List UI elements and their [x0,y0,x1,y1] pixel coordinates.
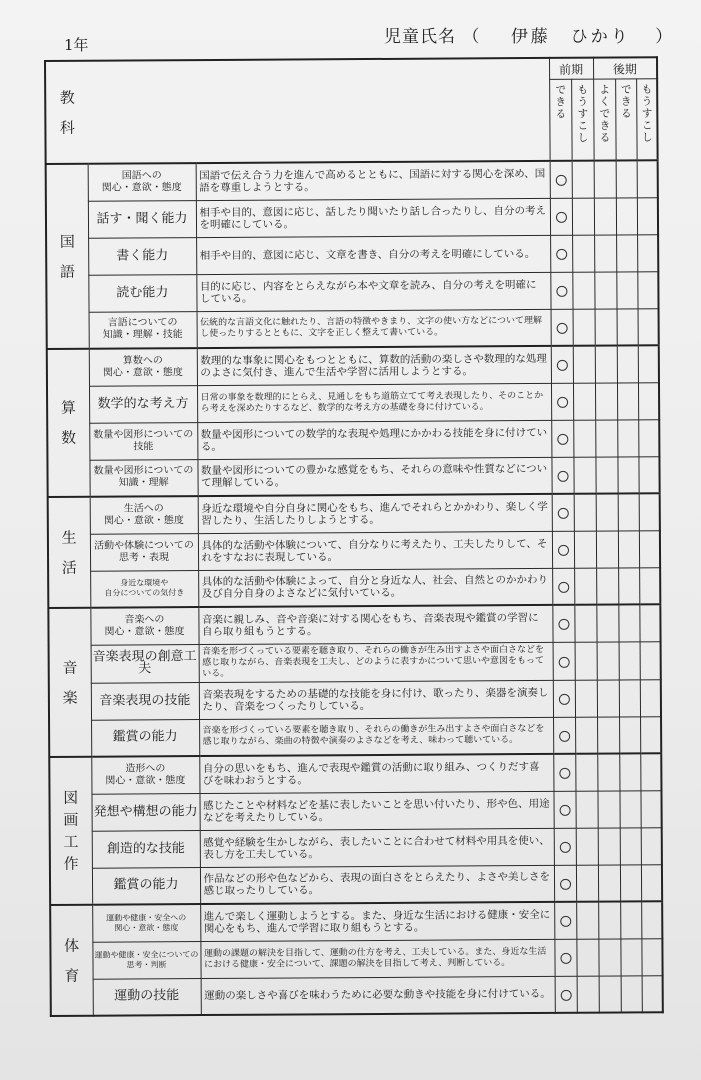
rating-cell-5 [637,234,658,271]
rating-cell-1 [552,494,574,531]
rating-cell-5 [638,456,659,493]
rating-cell-1 [552,531,574,568]
rating-cell-3 [595,457,617,494]
table-row [50,864,662,905]
rating-cell-3 [595,346,617,383]
circle-mark-icon [560,879,571,890]
circle-mark-icon [557,397,568,408]
rating-cell-4 [618,567,639,604]
evaluation-area: 活動や体験についての 思考・表現 [90,533,198,571]
table-row [46,197,658,238]
rating-cell-3 [599,975,621,1012]
rating-cell-4 [619,716,640,753]
rating-cell-3 [596,531,618,568]
evaluation-description: 音楽に親しみ、音や音楽に対する関心をもち、音楽表現や鑑賞の学習に自ら取り組もうとする。 [198,605,552,644]
rating-cell-1 [553,791,575,828]
rating-cell-4 [616,271,637,308]
table-row [48,604,660,645]
rating-cell-3 [596,605,618,642]
rating-cell-3 [595,309,617,346]
rating-cell-5 [638,419,659,456]
subject-char: 数 [60,428,77,447]
circle-mark-icon [556,286,567,297]
table-row [50,901,662,942]
rating-cell-2 [577,976,599,1013]
rating-cell-5 [641,938,662,975]
rating-cell-1 [550,161,572,198]
evaluation-description: 運動の課題の解決を目指して、運動の仕方を考え、工夫している。また、身近な生活における健康・安全について、課題の解決を目指して考え、判断している。 [200,939,554,978]
rating-cell-3 [597,642,619,680]
rating-cell-2 [574,568,596,605]
rating-header-5: もうすこし [636,79,658,161]
rating-cell-1 [552,568,574,605]
circle-mark-icon [555,212,566,223]
circle-mark-icon [559,731,570,742]
rating-cell-2 [572,161,594,198]
rating-cell-4 [617,456,638,493]
rating-cell-4 [616,160,637,197]
rating-cell-5 [637,271,658,308]
evaluation-area: 書く能力 [88,237,196,275]
rating-cell-4 [618,530,639,567]
table-row [49,753,661,794]
rating-cell-2 [574,531,596,568]
rating-cell-3 [598,864,620,901]
rating-cell-4 [617,308,638,345]
subject-char: 図 [63,788,79,807]
circle-mark-icon [556,323,567,334]
subject-char: 作 [63,854,79,873]
subject-char: 国 [59,232,75,251]
rating-cell-2 [576,939,598,976]
rating-cell-2 [573,346,595,383]
rating-cell-4 [617,382,638,419]
student-name: 伊藤 ひかり [510,27,631,47]
table-row [48,530,660,571]
rating-cell-1 [551,346,573,383]
subject-char: 楽 [62,688,78,707]
rating-header-4: できる [615,79,636,161]
rating-header-1: できる [549,79,571,161]
rating-cell-2 [573,457,595,494]
rating-cell-3 [594,272,616,309]
evaluation-description: 音楽を形づくっている要素を聴き取り、それらの働きが生み出すよさや面白さなどを感じ取りながら、楽曲の特徴や演奏のよさなどを考え、味わって聴いている。 [199,717,553,756]
evaluation-area: 音楽表現の創意工夫 [91,644,199,683]
evaluation-description: 運動の楽しさや喜びを味わうために必要な動きや技能を身に付けている。 [201,976,555,1015]
evaluation-description: 音楽を形づくっている要素を聴き取り、それらの働きが生み出すよさや面白さなどを感じ取りながら、音楽表現を工夫し、どのように表すかについて思いや意図をもっている。 [199,642,553,682]
evaluation-description: 数量や図形についての豊かな感覚をもち、それらの意味や性質などについて理解している。 [197,457,551,496]
rating-cell-4 [619,679,640,716]
rating-cell-5 [639,530,660,567]
evaluation-description: 伝統的な言語文化に触れたり、言語の特徴やきまり、文字の使い方などについて理解し使ったりするとともに、文字を正しく整えて書いている。 [197,309,551,348]
rating-header-3: よくできる [593,79,615,161]
table-row [47,382,659,423]
rating-cell-5 [637,160,658,197]
circle-mark-icon [557,434,568,445]
evaluation-area: 読む能力 [88,274,196,312]
table-row [48,493,660,534]
rating-cell-1 [555,976,577,1013]
evaluation-area: 話す・聞く能力 [88,200,196,238]
rating-cell-5 [641,901,662,938]
rating-cell-1 [553,680,575,717]
table-row [46,271,658,312]
evaluation-description: 音楽表現をするための基礎的な技能を身に付け、歌ったり、楽器を演奏したり、音楽をつくったりしている。 [199,680,553,719]
subject-name-cell [48,497,91,608]
circle-mark-icon [560,990,571,1001]
rating-cell-4 [617,419,638,456]
rating-cell-1 [554,939,576,976]
rating-cell-5 [637,197,658,234]
evaluation-area: 発想や構想の能力 [91,793,199,831]
evaluation-description: 数理的な事象に関心をもつとともに、算数的活動の楽しさや数理的な処理のよさに気付き、進んで生活や学習に活用しようとする。 [197,346,551,385]
evaluation-table [44,56,664,1017]
evaluation-description: 自分の思いをもち、進んで表現や鑑賞の活動に取り組み、つくりだす喜びを味わおうとする。 [199,754,553,793]
rating-cell-2 [575,791,597,828]
rating-cell-1 [554,828,576,865]
student-name-line [384,22,673,47]
table-row [50,827,662,868]
rating-cell-1 [554,902,576,939]
evaluation-area: 鑑賞の能力 [91,719,199,757]
second-period-header: 後期 [593,57,657,79]
rating-cell-2 [573,383,595,420]
rating-cell-2 [572,235,594,272]
rating-cell-3 [597,680,619,717]
circle-mark-icon [557,471,568,482]
table-row [50,938,662,979]
rating-cell-4 [616,197,637,234]
rating-cell-4 [618,493,639,530]
table-row [47,419,659,460]
evaluation-area: 身近な環境や 自分についての気付き [90,570,198,608]
circle-mark-icon [559,768,570,779]
subject-char: 音 [62,658,78,677]
rating-cell-1 [550,235,572,272]
evaluation-area: 算数への 関心・意欲・態度 [89,348,197,386]
circle-mark-icon [558,694,569,705]
circle-mark-icon [560,953,571,964]
subject-char: 生 [61,528,77,547]
evaluation-area: 数量や図形についての 技能 [89,422,197,460]
table-row [49,790,661,831]
rating-cell-5 [641,864,662,901]
rating-cell-2 [576,828,598,865]
rating-cell-2 [573,309,595,346]
table-row [47,345,659,386]
subject-name-cell [46,164,89,349]
rating-cell-3 [596,568,618,605]
evaluation-area: 生活への 関心・意欲・態度 [90,496,198,534]
circle-mark-icon [557,508,568,519]
table-row [49,679,661,720]
circle-mark-icon [559,842,570,853]
rating-cell-3 [597,790,619,827]
rating-cell-5 [638,345,659,382]
table-row [49,716,661,757]
close-paren: ） [655,27,674,47]
evaluation-description: 日常の事象を数理的にとらえ、見通しをもち道筋立てて考え表現したり、そのことから考えを深めたりするなど、数学的な考え方の基礎を身に付けている。 [197,383,551,422]
evaluation-description: 感じたことや材料などを基に表したいことを思い付いたり、形や色、用途などを考えたりしている。 [199,791,553,830]
table-row [47,456,659,497]
rating-cell-1 [551,420,573,457]
circle-mark-icon [556,360,567,371]
evaluation-area: 言語についての 知識・理解・技能 [89,311,197,349]
evaluation-area: 数量や図形についての 知識・理解 [89,459,197,497]
rating-cell-3 [598,938,620,975]
evaluation-area: 音楽表現の技能 [91,682,199,720]
rating-cell-1 [551,383,573,420]
rating-cell-1 [553,754,575,791]
evaluation-area: 音楽への 関心・意欲・態度 [90,607,198,645]
rating-cell-2 [576,902,598,939]
circle-mark-icon [555,175,566,186]
table-row [46,234,658,275]
open-paren: （ [462,27,481,47]
evaluation-area: 国語への 関心・意欲・態度 [88,163,196,201]
rating-cell-5 [641,827,662,864]
rating-cell-5 [638,308,659,345]
circle-mark-icon [559,805,570,816]
subject-char: 工 [63,832,79,851]
evaluation-description: 目的に応じ、内容をとらえながら本や文章を読み、自分の考えを明確にしている。 [196,272,550,311]
rating-cell-2 [573,420,595,457]
rating-cell-1 [550,272,572,309]
rating-cell-2 [575,642,597,680]
evaluation-area: 造形への 関心・意欲・態度 [91,756,199,794]
rating-cell-3 [595,420,617,457]
subject-header-char-1: 教 [59,88,75,107]
circle-mark-icon [560,916,571,927]
evaluation-description: 具体的な活動や体験について、自分なりに考えたり、工夫したりして、それをすなおに表現している。 [198,531,552,570]
subject-name-cell [50,905,93,1016]
rating-cell-1 [551,457,573,494]
rating-cell-5 [640,641,661,679]
evaluation-description: 進んで楽しく運動しようとする。また、身近な生活における健康・安全に関心をもち、進んで学習に取り組もうとする。 [200,902,554,941]
rating-cell-2 [575,754,597,791]
circle-mark-icon [558,582,569,593]
grade-label: 1年 [64,36,89,54]
rating-cell-3 [598,827,620,864]
circle-mark-icon [557,545,568,556]
evaluation-description: 感覚や経験を生かしながら、表したいことに合わせて材料や用具を使い、表し方を工夫している。 [200,828,554,867]
rating-cell-4 [621,975,642,1012]
rating-cell-5 [638,382,659,419]
subject-char: 語 [59,262,76,281]
evaluation-description: 相手や目的、意図に応じ、話したり聞いたり話し合ったりし、自分の考えを明確にしている。 [196,198,550,237]
subject-name-cell [48,608,91,757]
rating-cell-5 [640,679,661,716]
evaluation-description: 具体的な活動や体験によって、自分と身近な人、社会、自然とのかかわり及び自分自身のよさなどに気付いている。 [198,568,552,607]
rating-cell-2 [575,680,597,717]
evaluation-description: 数量や図形についての数学的な表現や処理にかかわる技能を身に付けている。 [197,420,551,459]
rating-cell-3 [595,383,617,420]
table-row [48,567,660,608]
rating-cell-4 [619,641,640,679]
evaluation-description: 身近な環境や自分自身に関心をもち、進んでそれらとかかわり、楽しく学習したり、生活したりしようとする。 [198,494,552,533]
circle-mark-icon [558,656,569,667]
table-row [49,641,661,683]
rating-cell-3 [594,198,616,235]
rating-cell-4 [618,604,639,641]
header-subject-cell [45,58,550,164]
subject-name-cell [49,757,92,905]
rating-cell-2 [572,272,594,309]
evaluation-description: 作品などの形や色などから、表現の面白さをとらえたり、よさや美しさを感じ取ったりしている。 [200,865,554,904]
subject-name-cell [47,349,90,497]
circle-mark-icon [556,249,567,260]
rating-cell-5 [640,753,661,790]
rating-header-2: もうすこし [571,79,594,161]
subject-char: 育 [64,966,80,985]
evaluation-area: 運動の技能 [93,978,201,1016]
circle-mark-icon [558,619,569,630]
evaluation-area: 数学的な考え方 [89,385,197,423]
rating-cell-1 [552,605,574,642]
rating-cell-2 [574,605,596,642]
first-period-header: 前期 [549,58,593,80]
rating-cell-3 [597,716,619,753]
rating-cell-5 [639,567,660,604]
subject-char: 算 [60,398,76,417]
rating-cell-1 [550,198,572,235]
subject-header-char-2: 科 [59,118,75,137]
rating-cell-1 [551,309,573,346]
subject-char: 活 [61,558,77,577]
evaluation-area: 運動や健康・安全への 関心・意欲・態度 [92,904,200,942]
rating-cell-4 [616,234,637,271]
rating-cell-5 [639,604,660,641]
rating-cell-4 [619,753,640,790]
rating-cell-1 [554,865,576,902]
evaluation-area: 鑑賞の能力 [92,867,200,905]
rating-cell-3 [594,161,616,198]
rating-cell-3 [594,235,616,272]
rating-cell-2 [576,865,598,902]
rating-cell-5 [640,716,661,753]
subject-char: 画 [63,810,79,829]
evaluation-description: 相手や目的、意図に応じ、文章を書き、自分の考えを明確にしている。 [196,235,550,274]
rating-cell-3 [598,901,620,938]
rating-cell-5 [639,493,660,530]
rating-cell-1 [553,717,575,754]
rating-cell-4 [619,790,640,827]
rating-cell-4 [620,864,641,901]
rating-cell-2 [575,717,597,754]
name-label: 児童氏名 [384,27,456,47]
rating-cell-5 [642,975,663,1012]
evaluation-area: 運動や健康・安全についての 思考・判断 [92,941,200,979]
rating-cell-1 [553,642,575,680]
rating-cell-4 [617,345,638,382]
evaluation-area: 創造的な技能 [92,830,200,868]
rating-cell-4 [620,901,641,938]
rating-cell-3 [596,494,618,531]
rating-cell-3 [597,753,619,790]
rating-cell-5 [640,790,661,827]
table-row [47,308,659,349]
subject-char: 体 [64,936,80,955]
rating-cell-4 [620,938,641,975]
table-row [46,160,658,201]
table-row [51,975,663,1016]
rating-cell-2 [572,198,594,235]
rating-cell-2 [574,494,596,531]
rating-cell-4 [620,827,641,864]
evaluation-description: 国語で伝え合う力を進んで高めるとともに、国語に対する関心を深め、国語を尊重しようとする。 [196,161,550,200]
